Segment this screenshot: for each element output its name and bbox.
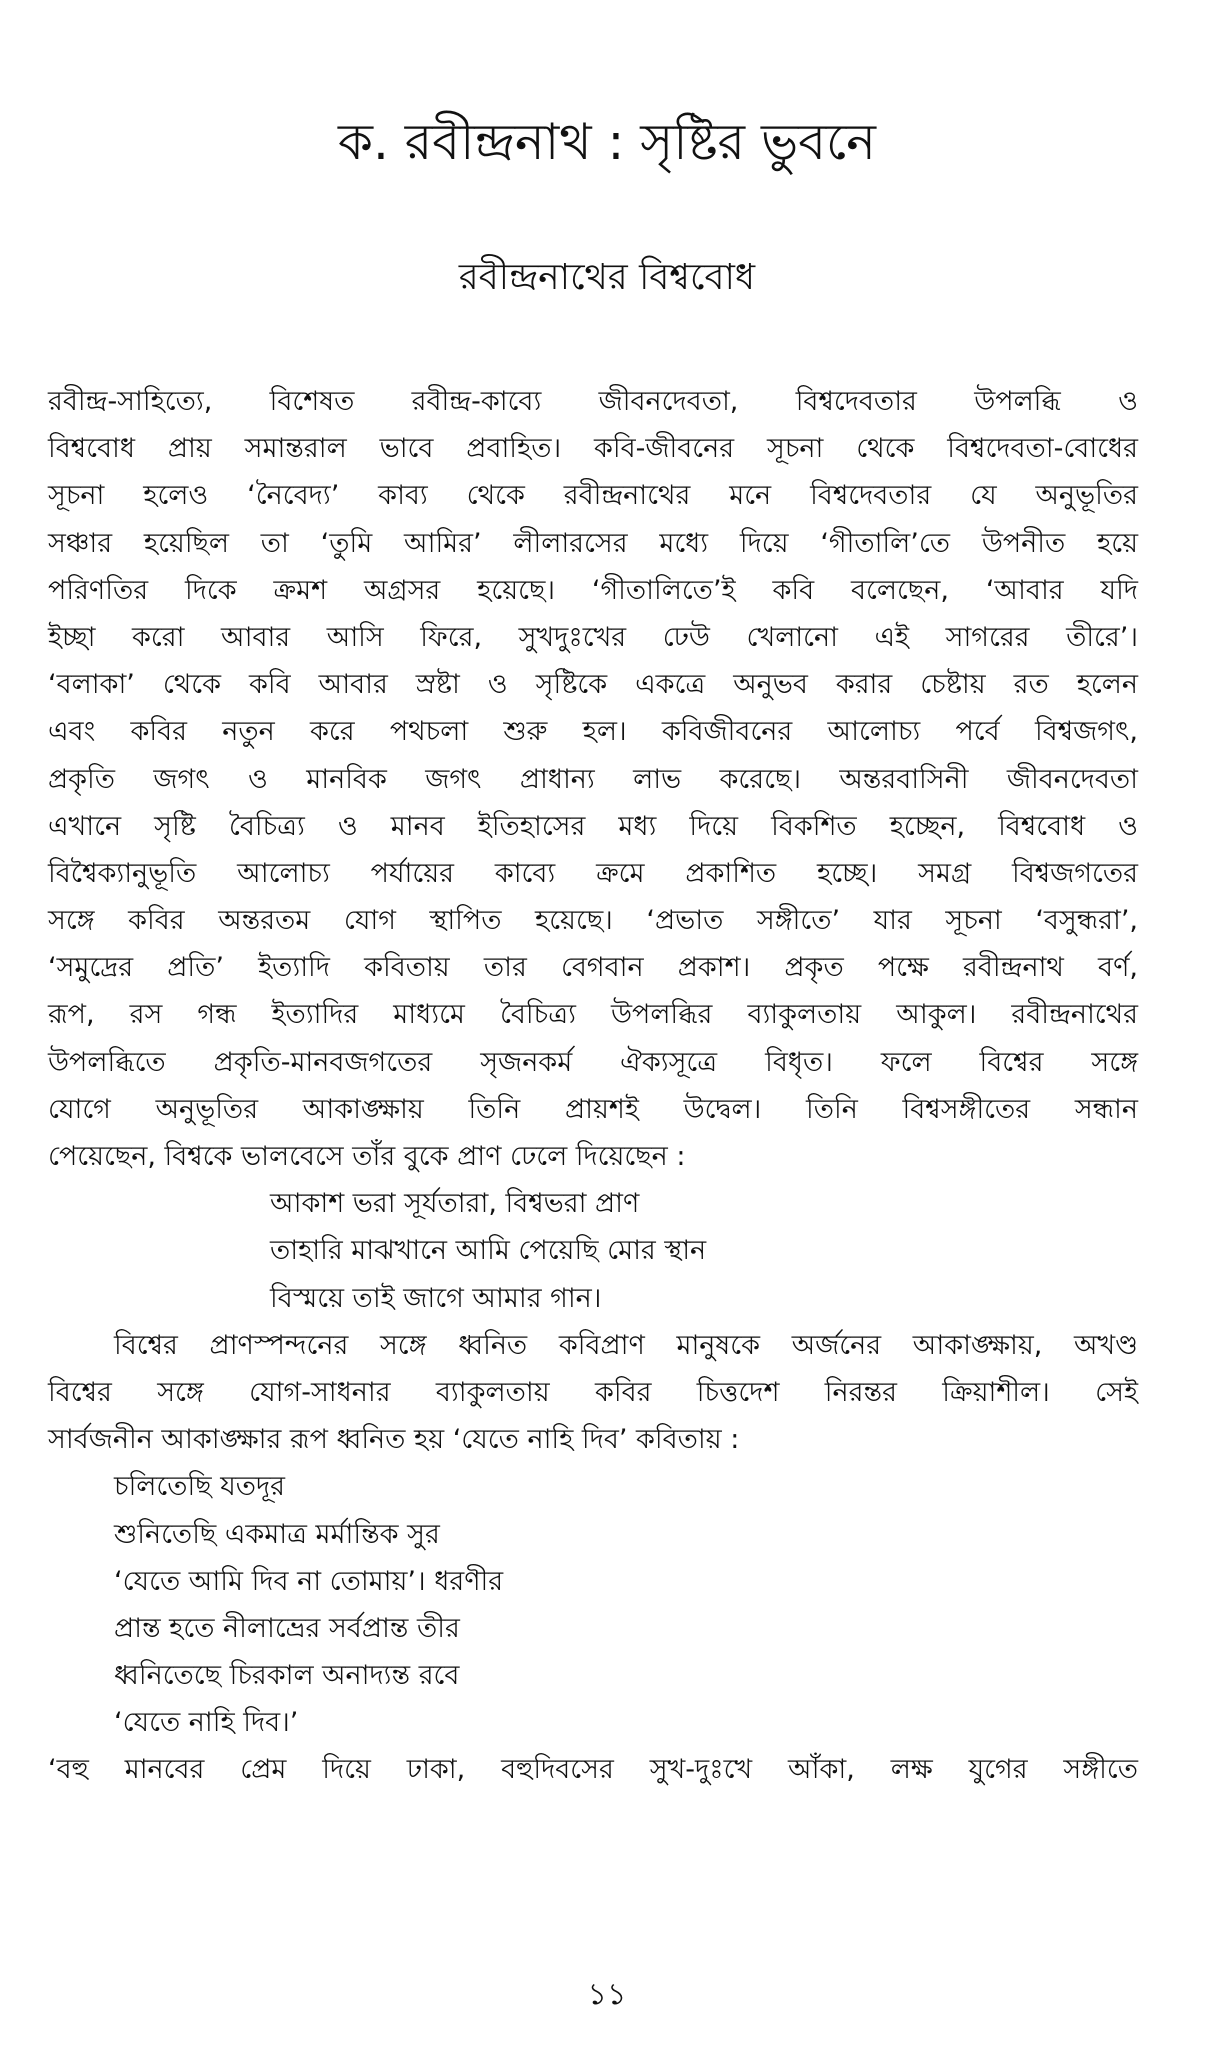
poem-line: বিস্ময়ে তাই জাগে আমার গান। [270, 1282, 602, 1314]
text-line: রবীন্দ্র-সাহিত্যে, বিশেষত রবীন্দ্র-কাব্যে জীবনদেবতা, বিশ্বদেবতার উপলব্ধি ও [48, 386, 1138, 417]
poem-line: শুনিতেছি একমাত্র মর্মান্তিক সুর [114, 1518, 440, 1550]
poem-line: প্রান্ত হতে নীলাভ্রের সর্বপ্রান্ত তীর [114, 1612, 460, 1644]
text-line: এবং কবির নতুন করে পথচলা শুরু হল। কবিজীবনের আলোচ্য পর্বে বিশ্বজগৎ, [48, 716, 1138, 748]
text-line: ‘সমুদ্রের প্রতি’ ইত্যাদি কবিতায় তার বেগবান প্রকাশ। প্রকৃত পক্ষে রবীন্দ্রনাথ বর্ণ, [48, 952, 1138, 984]
text-line: সার্বজনীন আকাঙ্ক্ষার রূপ ধ্বনিত হয় ‘যেতে নাহি দিব’ কবিতায় : [48, 1424, 740, 1456]
text-line: সূচনা হলেও ‘নৈবেদ্য’ কাব্য থেকে রবীন্দ্রনাথের মনে বিশ্বদেবতার যে অনুভূতির [48, 480, 1138, 512]
poem-line: চলিতেছি যতদূর [114, 1471, 286, 1503]
text-line: বিশ্বের সঙ্গে যোগ-সাধনার ব্যাকুলতায় কবির চিত্তদেশ নিরন্তর ক্রিয়াশীল। সেই [48, 1376, 1138, 1408]
text-line: সঙ্গে কবির অন্তরতম যোগ স্থাপিত হয়েছে। ‘প্রভাত সঙ্গীতে’ যার সূচনা ‘বসুন্ধরা’, [48, 905, 1138, 937]
text-line: বিশ্বের প্রাণস্পন্দনের সঙ্গে ধ্বনিত কবিপ্রাণ মানুষকে অর্জনের আকাঙ্ক্ষায়, অখণ্ড [114, 1329, 1138, 1361]
text-line: ‘বলাকা’ থেকে কবি আবার স্রষ্টা ও সৃষ্টিকে একত্রে অনুভব করার চেষ্টায় রত হলেন [48, 669, 1138, 701]
closing-line: ‘বহু মানবের প্রেম দিয়ে ঢাকা, বহুদিবসের সুখ-দুঃখে আঁকা, লক্ষ যুগের সঙ্গীতে [48, 1754, 1138, 1786]
poem-line: আকাশ ভরা সূর্যতারা, বিশ্বভরা প্রাণ [270, 1188, 640, 1220]
text-line: পরিণতির দিকে ক্রমশ অগ্রসর হয়েছে। ‘গীতালিতে’ই কবি বলেছেন, ‘আবার যদি [48, 574, 1138, 606]
text-line: প্রকৃতি জগৎ ও মানবিক জগৎ প্রাধান্য লাভ করেছে। অন্তরবাসিনী জীবনদেবতা [48, 763, 1138, 795]
page-body [48, 378, 1138, 1794]
poem-line: ‘যেতে নাহি দিব।’ [114, 1707, 299, 1739]
poem-1 [48, 1180, 1138, 1322]
text-line: সঞ্চার হয়েছিল তা ‘তুমি আমির’ লীলারসের মধ্যে দিয়ে ‘গীতালি’তে উপনীত হয়ে [48, 527, 1138, 559]
text-line: পেয়েছেন, বিশ্বকে ভালবেসে তাঁর বুকে প্রাণ ঢেলে দিয়েছেন : [48, 1141, 686, 1172]
text-line: বিশ্ববোধ প্রায় সমান্তরাল ভাবে প্রবাহিত। কবি-জীবনের সূচনা থেকে বিশ্বদেবতা-বোধের [48, 433, 1138, 465]
poem-line: ধ্বনিতেছে চিরকাল অনাদ্যন্ত রবে [114, 1660, 460, 1692]
text-line: বিশ্বৈক্যানুভূতি আলোচ্য পর্যায়ের কাব্যে ক্রমে প্রকাশিত হচ্ছে। সমগ্র বিশ্বজগতের [48, 857, 1138, 889]
poem-line: তাহারি মাঝখানে আমি পেয়েছি মোর স্থান [270, 1235, 707, 1267]
text-line: ইচ্ছা করো আবার আসি ফিরে, সুখদুঃখের ঢেউ খেলানো এই সাগরের তীরে’। [48, 621, 1138, 653]
poem-line: ‘যেতে আমি দিব না তোমায়’। ধরণীর [114, 1565, 504, 1597]
section-title: রবীন্দ্রনাথের বিশ্ববোধ [458, 257, 756, 298]
poem-2 [48, 1463, 1138, 1746]
page-number: ১১ [587, 1977, 627, 2012]
paragraph-1 [48, 378, 1138, 1180]
paragraph-2 [48, 1322, 1138, 1464]
text-line: যোগে অনুভূতির আকাঙ্ক্ষায় তিনি প্রায়শই উদ্বেল। তিনি বিশ্বসঙ্গীতের সন্ধান [48, 1093, 1138, 1125]
text-line: রূপ, রস গন্ধ ইত্যাদির মাধ্যমে বৈচিত্র্য উপলব্ধির ব্যাকুলতায় আকুল। রবীন্দ্রনাথের [48, 999, 1138, 1031]
text-line: এখানে সৃষ্টি বৈচিত্র্য ও মানব ইতিহাসের মধ্য দিয়ে বিকশিত হচ্ছেন, বিশ্ববোধ ও [48, 810, 1138, 842]
chapter-title: ক. রবীন্দ্রনাথ : সৃষ্টির ভুবনে [338, 113, 876, 171]
text-line: উপলব্ধিতে প্রকৃতি-মানবজগতের সৃজনকর্ম ঐক্যসূত্রে বিধৃত। ফলে বিশ্বের সঙ্গে [48, 1046, 1138, 1078]
